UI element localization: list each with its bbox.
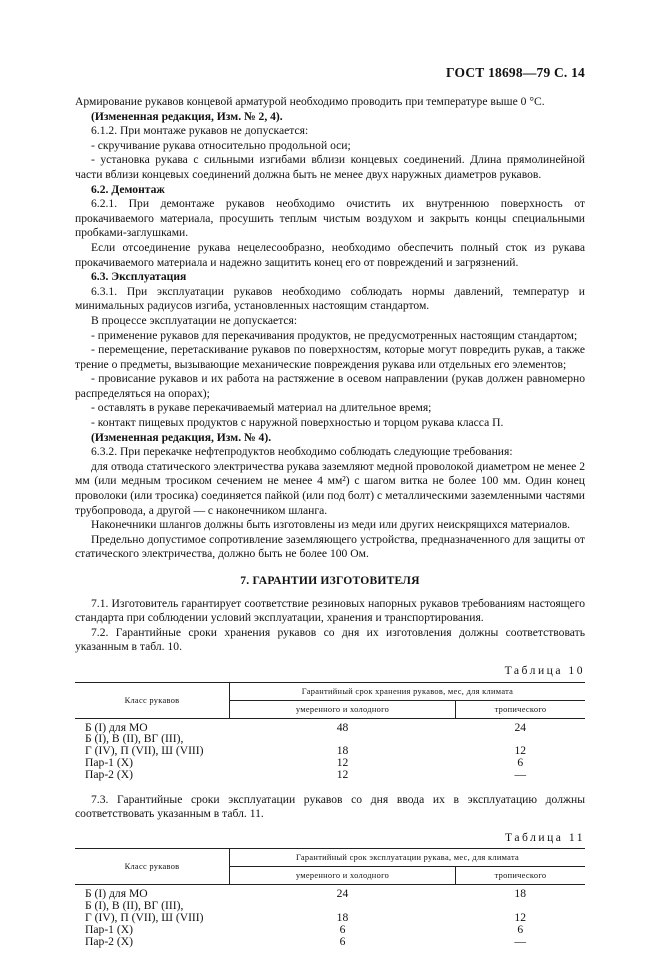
table-cell-class: Б (I), В (II), ВГ (III), — [85, 732, 184, 746]
table-cell-class: Б (I), В (II), ВГ (III), — [85, 899, 184, 913]
paragraph: - контакт пищевых продуктов с наружной поверхностью и торцом рукава класса П. — [91, 416, 504, 430]
table-cell-tropical: 24 — [514, 720, 527, 734]
table-11-body — [75, 885, 585, 947]
table-cell-tropical: 12 — [514, 744, 527, 758]
table-cell-temperate: 24 — [336, 887, 349, 901]
table-cell-tropical: — — [514, 934, 527, 948]
table-cell-class: Б (I) для МО — [85, 720, 148, 734]
table-row — [75, 757, 585, 769]
paragraph: Наконечники шлангов должны быть изготовлены из меди или других неискрящихся материалов. — [91, 518, 571, 532]
page-header: ГОСТ 18698—79 С. 14 — [446, 65, 585, 80]
paragraph: - перемещение, перетаскивание рукавов по поверхностям, которые могут повредить рукав, а также трение о предметы, вызывающие механические повреждения рукава или отдельных его элементов; — [75, 343, 585, 371]
paragraph: Предельно допустимое сопротивление заземляющего устройства, предназначенного для защиты от статического электричества, должно быть не более 100 Ом. — [75, 532, 585, 561]
paragraph: 6.3.1. При эксплуатации рукавов необходимо соблюдать нормы давлений, температур и минимальных радиусов изгиба, установленных настоящим стандартом. — [75, 284, 585, 313]
paragraph: для отвода статического электричества рукава заземляют медной проволокой диаметром не менее 2 мм (или медным тросиком сечением не менее 4 мм²) с шагом витка не более 100 мм. Один конец проволоки (или тросика) соединяется пайкой (или под болт) с металлическими заземленными частями трубопровода, а другой — с наконечником шланга. — [75, 459, 585, 517]
paragraph: Если отсоединение рукава нецелесообразно, необходимо обеспечить полный сток из рукава прокачиваемого материала и надежно защитить конец его от повреждений и загрязнений. — [75, 240, 585, 269]
paragraph: 6.1.2. При монтаже рукавов не допускается: — [91, 124, 309, 138]
paragraph: - оставлять в рукаве перекачиваемый материал на длительное время; — [91, 401, 432, 415]
table-10-header-group: Гарантийный срок хранения рукавов, мес, для климата — [230, 682, 586, 700]
paragraph-7-3: 7.3. Гарантийные сроки эксплуатации рукавов со дня ввода их в эксплуатацию должны соответствовать указанным в табл. 11. — [75, 792, 585, 821]
table-cell-temperate: 18 — [336, 910, 349, 924]
table-row — [75, 769, 585, 781]
table-cell-temperate: 48 — [336, 720, 349, 734]
table-cell-class: Пар-1 (X) — [85, 922, 133, 936]
table-11-header-temperate: умеренного и холодного — [230, 867, 456, 885]
paragraph-7-2: 7.2. Гарантийные сроки хранения рукавов со дня их изготовления должны соответствовать указанным в табл. 10. — [75, 625, 585, 654]
table-cell-class: Пар-2 (X) — [85, 767, 133, 781]
section-6-text — [75, 95, 585, 562]
table-cell-class: Г (IV), П (VII), Ш (VIII) — [85, 744, 204, 758]
paragraph: (Измененная редакция, Изм. № 4). — [91, 430, 272, 444]
table-cell-temperate: 6 — [339, 922, 346, 936]
paragraph: - скручивание рукава относительно продольной оси; — [91, 138, 351, 152]
table-cell-tropical: 6 — [517, 922, 524, 936]
table-cell-temperate: 12 — [336, 755, 349, 769]
table-row — [75, 912, 585, 924]
table-10-header-tropical: тропического — [455, 700, 585, 718]
table-cell-tropical: — — [514, 767, 527, 781]
section-7-title: 7. ГАРАНТИИ ИЗГОТОВИТЕЛЯ — [240, 574, 420, 587]
table-row — [75, 885, 585, 900]
document-body — [75, 95, 585, 953]
table-11-header-tropical: тропического — [455, 867, 585, 885]
table-11-caption: Таблица 11 — [505, 830, 585, 844]
table-11-header-class: Класс рукавов — [75, 849, 230, 885]
table-cell-tropical: 12 — [514, 910, 527, 924]
table-row — [75, 745, 585, 757]
table-10-caption: Таблица 10 — [504, 663, 585, 677]
table-10-header-class: Класс рукавов — [75, 682, 230, 718]
table-11-header-group: Гарантийный срок эксплуатации рукава, мес, для климата — [230, 849, 586, 867]
paragraph: (Измененная редакция, Изм. № 2, 4). — [91, 109, 283, 123]
paragraph: - установка рукава с сильными изгибами вблизи концевых соединений. Длина прямолинейной части вблизи концевых соединений должна быть не менее двух наружных диаметров рукавов. — [75, 153, 585, 181]
paragraph: В процессе эксплуатации не допускается: — [91, 313, 298, 327]
table-row — [75, 718, 585, 733]
table-row — [75, 936, 585, 948]
table-cell-temperate: 18 — [336, 744, 349, 758]
paragraph: - провисание рукавов и их работа на растяжение в осевом направлении (рукав должен равномерно распределяться на опорах); — [75, 372, 585, 400]
table-cell-class: Б (I) для МО — [85, 887, 148, 901]
paragraph: 6.3.2. При перекачке нефтепродуктов необходимо соблюдать следующие требования: — [91, 445, 513, 459]
table-10 — [75, 682, 585, 781]
paragraph: - применение рукавов для перекачивания продуктов, не предусмотренных настоящим стандартом; — [91, 328, 578, 342]
table-10-body — [75, 718, 585, 780]
table-cell-class: Пар-2 (X) — [85, 934, 133, 948]
table-cell-class: Пар-1 (X) — [85, 755, 133, 769]
paragraph-7-1: 7.1. Изготовитель гарантирует соответствие резиновых напорных рукавов требованиям настоящего стандарта при соблюдении условий эксплуатации, хранения и транспортирования. — [75, 596, 585, 625]
table-11 — [75, 848, 585, 947]
paragraph: 6.3. Эксплуатация — [91, 270, 187, 284]
paragraph: 6.2. Демонтаж — [91, 182, 165, 196]
table-cell-temperate: 6 — [339, 934, 346, 948]
paragraph: 6.2.1. При демонтаже рукавов необходимо очистить их внутреннюю поверхность от прокачиваемого материала, просушить теплым чистым воздухом и закрыть концы специальными пробками-заглушками. — [75, 197, 585, 240]
paragraph: Армирование рукавов концевой арматурой необходимо проводить при температуре выше 0 °С. — [75, 95, 545, 108]
table-cell-class: Г (IV), П (VII), Ш (VIII) — [85, 910, 204, 924]
table-cell-tropical: 6 — [517, 755, 524, 769]
table-cell-temperate: 12 — [336, 767, 349, 781]
table-cell-tropical: 18 — [514, 887, 527, 901]
table-row — [75, 924, 585, 936]
table-10-header-temperate: умеренного и холодного — [230, 700, 456, 718]
